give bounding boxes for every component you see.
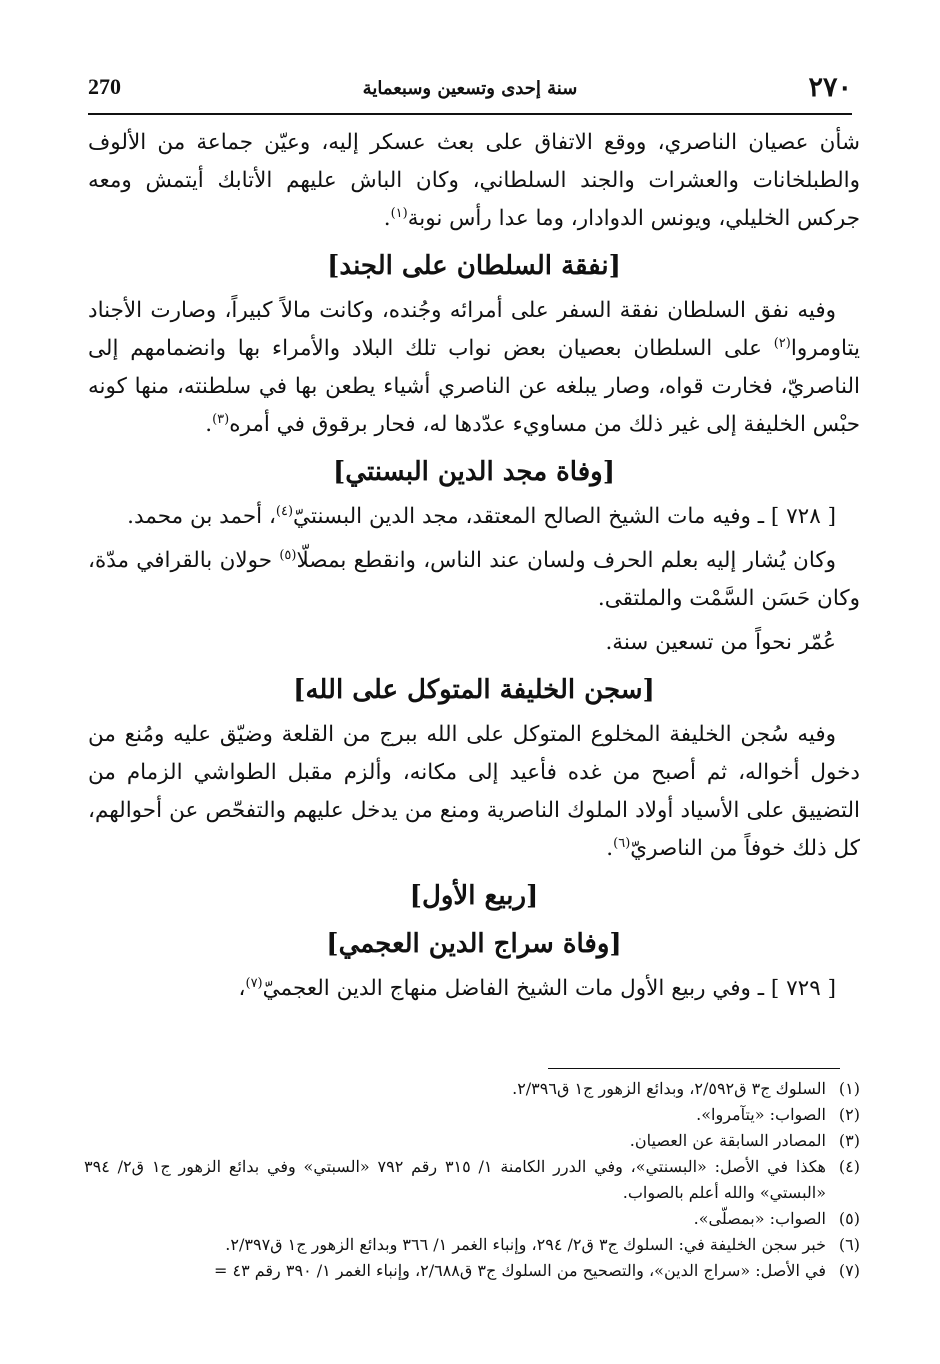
paragraph: وكان يُشار إليه بعلم الحرف ولسان عند الناس، وانقطع بمصلّا$^{(٥)}$ حولان بالقرافي مدّة، وكان حَسَن السَّمْت والملتقى. <box>88 547 860 611</box>
footnote: (٦) خبر سجن الخليفة في: السلوك ج٣ ق٢/ ٢٩٤، وإنباء الغمر ١/ ٣٦٦ وبدائع الزهور ج١ ق٢/٣٩٧. <box>225 1235 860 1254</box>
footnotes <box>84 1076 860 1284</box>
section-heading: [وفاة سراج الدين العجمي] <box>326 929 622 959</box>
header-rule <box>88 113 852 115</box>
section-heading: [ربيع الأول] <box>409 881 539 911</box>
section-heading: [سجن الخليفة المتوكل على الله] <box>293 675 655 705</box>
footnote-ref: (٧) <box>245 975 263 991</box>
footnote: (١) السلوك ج٣ ق٢/٥٩٢، وبدائع الزهور ج١ ق٢/٣٩٦. <box>512 1079 860 1098</box>
running-title: سنة إحدى وتسعين وسبعماية <box>362 78 578 99</box>
footnote-ref: (٢) <box>773 335 791 351</box>
page-number-arabic: ٢٧٠ <box>808 72 852 103</box>
paragraph: شأن عصيان الناصري، ووقع الاتفاق على بعث عسكر إليه، وعيّن جماعة من الألوف والطبلخانات والعشرات والجند السلطاني، وكان الباش عليهم الأتابك أيتمش ومعه جركس الخليلي، ويونس الدوادار، وما عدا رأس نوبة$^{(١)}$. <box>88 130 860 231</box>
footnote: (٥) الصواب: «بمصلّى». <box>693 1209 860 1228</box>
paragraph: [ ٧٢٨ ] ـ وفيه مات الشيخ الصالح المعتقد، مجد الدين البسنتيّ$^{(٤)}$، أحمد بن محمد. <box>127 503 836 529</box>
paragraph: [ ٧٢٩ ] ـ وفي ربيع الأول مات الشيخ الفاضل منهاج الدين العجميّ$^{(٧)}$، <box>238 975 836 1001</box>
paragraph: وفيه سُجن الخليفة المخلوع المتوكل على الله ببرج من القلعة وضيّق عليه ومُنع من دخول أخواله، ثم أصبح من غده فأعيد إلى مكانه، وألزم مقبل الطواشي الزمام من التضييق على الأسياد أولاد الملوك الناصرية ومنع من يدخل عليهم والتفحّص عن أحوالهم، كل ذلك خوفاً من الناصريّ$^{(٦)}$. <box>88 722 860 861</box>
page-number-latin: 270 <box>88 74 121 99</box>
page-header <box>88 72 852 108</box>
footnote-rule <box>548 1068 840 1069</box>
footnote-ref: (٥) <box>279 547 297 563</box>
footnote-ref: (٣) <box>212 411 230 427</box>
footnote: (٧) في الأصل: «سراج الدين»، والتصحيح من السلوك ج٣ ق٢/٦٨٨، وإنباء الغمر ١/ ٣٩٠ رقم ٤٣ = <box>213 1261 860 1280</box>
section-heading: [وفاة مجد الدين البسنتي] <box>332 457 615 487</box>
footnote: (٣) المصادر السابقة عن العصيان. <box>629 1131 860 1150</box>
footnote-ref: (١) <box>390 205 408 221</box>
section-heading: [نفقة السلطان على الجند] <box>327 251 621 281</box>
paragraph: عُمّر نحواً من تسعين سنة. <box>605 630 836 655</box>
footnote: (٢) الصواب: «يتآمروا». <box>696 1105 860 1124</box>
main-text <box>88 124 860 1014</box>
paragraph: وفيه نفق السلطان نفقة السفر على أمرائه وجُنده، وكانت مالاً كبيراً، وصارت الأجناد يتاومروا$^{(٢)}$ على السلطان بعصيان بعض نواب تلك البلاد والأمراء بها وانضمامهم إلى الناصريّ، فخارت قواه، وصار يبلغه عن الناصري أشياء يطعن بها في سلطنته، منها كونه حبْس الخليفة إلى غير ذلك من مساويء عدّدها له، فحار برقوق في أمره$^{(٣)}$. <box>88 298 860 437</box>
footnote-ref: (٦) <box>613 835 631 851</box>
footnote: (٤) هكذا في الأصل: «البسنتي»، وفي الدرر الكامنة ١/ ٣١٥ رقم ٧٩٢ «السبتي» وفي بدائع الزهور ج١ ق٢/ ٣٩٤ «البستي» والله أعلم بالصواب. <box>84 1157 860 1202</box>
footnote-ref: (٤) <box>275 503 294 519</box>
